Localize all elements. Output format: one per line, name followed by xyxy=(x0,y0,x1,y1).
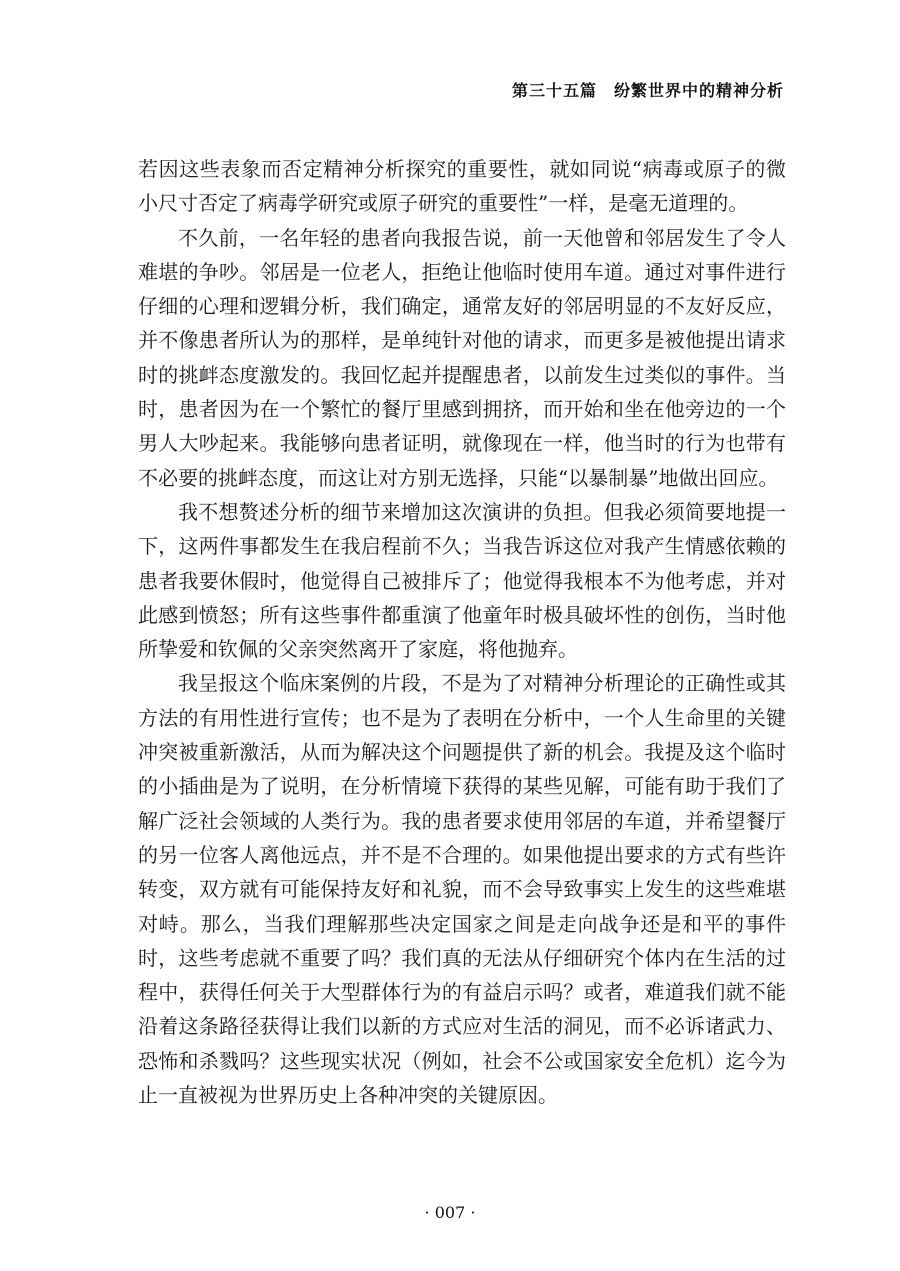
running-header-title: 第三十五篇 纷繁世界中的精神分析 xyxy=(511,81,784,100)
body-text xyxy=(138,152,786,1112)
paragraph-analysis-details: 我不想赘述分析的细节来增加这次演讲的负担。但我必须简要地提一下，这两件事都发生在我启程前不久；当我告诉这位对我产生情感依赖的患者我要休假时，他觉得自己被排斥了；他觉得我根本不为他考虑，并对此感到愤怒；所有这些事件都重演了他童年时极具破坏性的创伤，当时他所挚爱和钦佩的父亲突然离开了家庭，将他抛弃。 xyxy=(138,499,786,662)
paragraph-neighbor-incident: 不久前，一名年轻的患者向我报告说，前一天他曾和邻居发生了令人难堪的争吵。邻居是一位老人，拒绝让他临时使用车道。通过对事件进行仔细的心理和逻辑分析，我们确定，通常友好的邻居明显的不友好反应，并不像患者所认为的那样，是单纯针对他的请求，而更多是被他提出请求时的挑衅态度激发的。我回忆起并提醒患者，以前发生过类似的事件。当时，患者因为在一个繁忙的餐厅里感到拥挤，而开始和坐在他旁边的一个男人大吵起来。我能够向患者证明，就像现在一样，他当时的行为也带有不必要的挑衅态度，而这让对方别无选择，只能“以暴制暴”地做出回应。 xyxy=(138,225,786,490)
page-number: · 007 · xyxy=(424,1203,476,1222)
paragraph-continuation: 若因这些表象而否定精神分析探究的重要性，就如同说“病毒或原子的微小尺寸否定了病毒学研究或原子研究的重要性”一样，是毫无道理的。 xyxy=(138,157,786,216)
paragraph-clinical-insight: 我呈报这个临床案例的片段，不是为了对精神分析理论的正确性或其方法的有用性进行宣传；也不是为了表明在分析中，一个人生命里的关键冲突被重新激活，从而为解决这个问题提供了新的机会。我提及这个临时的小插曲是为了说明，在分析情境下获得的某些见解，可能有助于我们了解广泛社会领域的人类行为。我的患者要求使用邻居的车道，并希望餐厅的另一位客人离他远点，并不是不合理的。如果他提出要求的方式有些许转变，双方就有可能保持友好和礼貌，而不会导致事实上发生的这些难堪对峙。那么，当我们理解那些决定国家之间是走向战争还是和平的事件时，这些考虑就不重要了吗？我们真的无法从仔细研究个体内在生活的过程中，获得任何关于大型群体行为的有益启示吗？或者，难道我们就不能沿着这条路径获得让我们以新的方式应对生活的洞见，而不必诉诸武力、恐怖和杀戮吗？这些现实状况（例如，社会不公或国家安全危机）迄今为止一直被视为世界历史上各种冲突的关键原因。 xyxy=(138,671,786,1108)
header-divider xyxy=(136,114,784,115)
